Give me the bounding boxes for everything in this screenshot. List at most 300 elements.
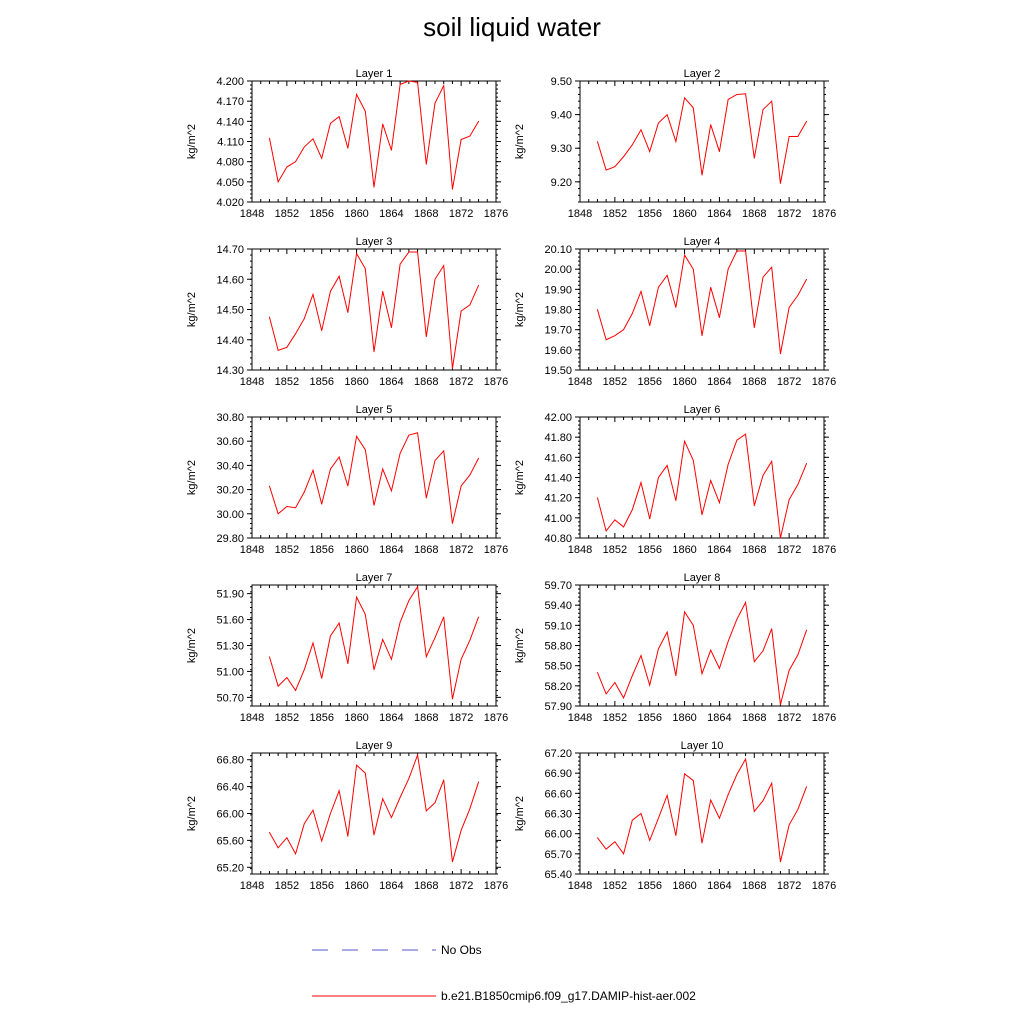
panel-layer-6: [514, 404, 836, 556]
data-point: [675, 141, 676, 142]
y-tick-label: 58.80: [544, 640, 572, 653]
y-tick-label: 4.200: [216, 76, 244, 88]
x-tick-label: 1856: [309, 208, 334, 220]
data-point: [632, 820, 633, 821]
y-axis-label: kg/m^2: [514, 123, 526, 160]
data-point: [789, 307, 790, 308]
data-point: [667, 632, 668, 633]
data-point: [321, 841, 322, 842]
x-tick-label: 1852: [602, 376, 628, 388]
x-tick-label: 1872: [776, 880, 802, 892]
x-tick-label: 1868: [414, 544, 439, 556]
data-point: [658, 287, 659, 288]
data-point: [304, 669, 305, 670]
y-tick-label: 59.10: [544, 620, 572, 633]
y-tick-label: 51.30: [216, 640, 244, 653]
data-point: [745, 759, 746, 760]
data-point: [365, 614, 366, 615]
data-point: [391, 490, 392, 491]
x-tick-label: 1872: [776, 544, 802, 556]
y-tick-label: 66.30: [544, 808, 572, 821]
data-point: [408, 778, 409, 779]
series-line: [269, 433, 478, 524]
data-point: [339, 457, 340, 458]
data-point: [391, 817, 392, 818]
y-tick-label: 41.20: [544, 492, 572, 505]
data-point: [400, 84, 401, 85]
data-point: [365, 773, 366, 774]
y-tick-label: 19.60: [544, 344, 572, 357]
data-point: [614, 166, 615, 167]
data-point: [356, 597, 357, 598]
data-point: [469, 475, 470, 476]
data-point: [330, 123, 331, 124]
data-point: [675, 675, 676, 676]
data-point: [321, 678, 322, 679]
data-point: [295, 853, 296, 854]
panel-title: Layer 5: [355, 404, 393, 416]
data-point: [286, 837, 287, 838]
data-point: [478, 121, 479, 122]
data-point: [400, 797, 401, 798]
y-tick-label: 19.80: [544, 304, 572, 317]
data-point: [597, 672, 598, 673]
data-point: [356, 765, 357, 766]
y-tick-label: 65.20: [216, 862, 244, 875]
y-tick-label: 14.30: [216, 365, 244, 377]
data-point: [391, 659, 392, 660]
data-point: [374, 835, 375, 836]
data-point: [684, 255, 685, 256]
y-tick-label: 20.10: [544, 244, 572, 256]
y-tick-label: 41.60: [544, 452, 572, 465]
x-tick-label: 1848: [567, 544, 593, 556]
data-point: [702, 175, 703, 176]
data-point: [632, 509, 633, 510]
x-tick-label: 1856: [309, 376, 334, 388]
data-point: [452, 523, 453, 524]
data-point: [623, 527, 624, 528]
data-point: [754, 327, 755, 328]
y-tick-label: 59.70: [544, 580, 572, 592]
data-point: [304, 146, 305, 147]
x-tick-label: 1864: [379, 376, 404, 388]
x-tick-label: 1856: [309, 712, 334, 724]
data-point: [382, 639, 383, 640]
data-point: [435, 802, 436, 803]
panel-layer-9: [186, 740, 508, 892]
data-point: [374, 187, 375, 188]
data-point: [452, 368, 453, 369]
data-point: [435, 279, 436, 280]
data-point: [435, 460, 436, 461]
data-point: [684, 773, 685, 774]
data-point: [702, 673, 703, 674]
plot-frame: [252, 417, 496, 538]
y-axis-label: kg/m^2: [514, 459, 526, 496]
x-tick-label: 1848: [239, 880, 265, 892]
panel-title: Layer 10: [680, 740, 724, 752]
data-point: [745, 602, 746, 603]
series-line: [597, 434, 806, 538]
x-tick-label: 1876: [483, 208, 509, 220]
y-tick-label: 65.70: [544, 848, 572, 861]
series-line: [597, 759, 806, 862]
data-point: [797, 655, 798, 656]
data-point: [426, 498, 427, 499]
data-point: [806, 630, 807, 631]
series-line: [269, 587, 478, 699]
y-tick-label: 4.080: [216, 156, 244, 169]
y-tick-label: 30.00: [216, 508, 244, 521]
data-point: [754, 661, 755, 662]
data-point: [269, 832, 270, 833]
data-point: [374, 669, 375, 670]
data-point: [606, 694, 607, 695]
y-tick-label: 41.40: [544, 472, 572, 485]
panel-layer-2: [514, 68, 836, 220]
x-tick-label: 1848: [567, 208, 593, 220]
data-point: [435, 103, 436, 104]
data-point: [356, 436, 357, 437]
data-point: [702, 335, 703, 336]
y-tick-label: 4.140: [216, 116, 244, 129]
x-tick-label: 1860: [344, 376, 369, 388]
x-tick-label: 1872: [448, 208, 474, 220]
x-tick-label: 1852: [274, 208, 300, 220]
data-point: [789, 136, 790, 137]
plot-frame: [580, 753, 824, 874]
x-tick-label: 1852: [602, 880, 628, 892]
data-point: [780, 862, 781, 863]
x-tick-label: 1860: [672, 544, 697, 556]
data-point: [269, 317, 270, 318]
x-tick-label: 1872: [448, 376, 474, 388]
y-tick-label: 14.40: [216, 334, 244, 347]
data-point: [632, 313, 633, 314]
data-point: [614, 519, 615, 520]
data-point: [391, 150, 392, 151]
data-point: [478, 458, 479, 459]
data-point: [667, 275, 668, 276]
data-point: [339, 276, 340, 277]
data-point: [400, 453, 401, 454]
panel-title: Layer 4: [683, 236, 721, 248]
data-point: [728, 464, 729, 465]
data-point: [461, 139, 462, 140]
y-tick-label: 19.50: [544, 365, 572, 377]
data-point: [693, 780, 694, 781]
data-point: [356, 253, 357, 254]
y-tick-label: 66.00: [216, 808, 244, 821]
data-point: [286, 167, 287, 168]
data-point: [728, 99, 729, 100]
data-point: [347, 663, 348, 664]
data-point: [710, 650, 711, 651]
data-point: [632, 675, 633, 676]
x-tick-label: 1848: [239, 208, 265, 220]
data-point: [435, 637, 436, 638]
y-tick-label: 9.50: [550, 76, 572, 88]
data-point: [719, 151, 720, 152]
x-tick-label: 1856: [309, 880, 334, 892]
data-point: [684, 97, 685, 98]
data-point: [736, 619, 737, 620]
panel-layer-1: [186, 68, 508, 220]
x-tick-label: 1872: [448, 880, 474, 892]
data-point: [614, 841, 615, 842]
y-tick-label: 59.40: [544, 600, 572, 613]
data-point: [269, 486, 270, 487]
data-point: [417, 432, 418, 433]
data-point: [641, 813, 642, 814]
x-tick-label: 1856: [637, 208, 662, 220]
y-tick-label: 14.60: [216, 274, 244, 287]
x-tick-label: 1876: [811, 880, 837, 892]
data-point: [797, 809, 798, 810]
data-point: [641, 291, 642, 292]
y-tick-label: 51.90: [216, 588, 244, 601]
data-point: [658, 123, 659, 124]
data-point: [623, 853, 624, 854]
data-point: [649, 151, 650, 152]
data-point: [710, 124, 711, 125]
x-tick-label: 1868: [414, 880, 439, 892]
panel-title: Layer 9: [355, 740, 393, 752]
data-point: [321, 330, 322, 331]
data-point: [736, 251, 737, 252]
data-point: [278, 513, 279, 514]
x-tick-label: 1864: [707, 376, 732, 388]
y-tick-label: 14.50: [216, 304, 244, 317]
series-line: [597, 251, 806, 354]
data-point: [710, 480, 711, 481]
x-tick-label: 1860: [344, 544, 369, 556]
data-point: [632, 144, 633, 145]
data-point: [702, 843, 703, 844]
data-point: [417, 82, 418, 83]
data-point: [649, 325, 650, 326]
x-tick-label: 1852: [602, 208, 628, 220]
data-point: [408, 81, 409, 82]
x-tick-label: 1868: [414, 712, 439, 724]
data-point: [286, 506, 287, 507]
data-point: [269, 656, 270, 657]
data-point: [469, 640, 470, 641]
data-point: [597, 141, 598, 142]
data-point: [374, 351, 375, 352]
data-point: [763, 800, 764, 801]
data-point: [771, 267, 772, 268]
data-point: [649, 685, 650, 686]
data-point: [426, 164, 427, 165]
x-tick-label: 1872: [448, 544, 474, 556]
panel-title: Layer 2: [683, 68, 721, 80]
data-point: [797, 484, 798, 485]
data-point: [614, 682, 615, 683]
data-point: [736, 94, 737, 95]
y-tick-label: 65.60: [216, 835, 244, 848]
data-point: [469, 136, 470, 137]
y-tick-label: 9.20: [550, 176, 572, 189]
data-point: [313, 643, 314, 644]
data-point: [614, 335, 615, 336]
panel-title: Layer 3: [355, 236, 393, 248]
y-tick-label: 58.50: [544, 660, 572, 673]
panel-title: Layer 7: [355, 572, 393, 584]
data-point: [278, 350, 279, 351]
x-tick-label: 1868: [414, 376, 439, 388]
data-point: [728, 269, 729, 270]
data-point: [478, 617, 479, 618]
x-tick-label: 1852: [274, 544, 300, 556]
x-tick-label: 1860: [344, 712, 369, 724]
data-point: [443, 450, 444, 451]
legend-no-obs-label: No Obs: [441, 943, 482, 957]
y-tick-label: 4.050: [216, 176, 244, 189]
y-tick-label: 58.20: [544, 680, 572, 693]
data-point: [330, 291, 331, 292]
y-tick-label: 30.60: [216, 436, 244, 449]
data-point: [443, 265, 444, 266]
x-tick-label: 1876: [483, 376, 509, 388]
x-tick-label: 1868: [414, 208, 439, 220]
x-tick-label: 1856: [637, 376, 662, 388]
plot-frame: [252, 585, 496, 706]
data-point: [339, 116, 340, 117]
data-point: [745, 251, 746, 252]
data-point: [347, 148, 348, 149]
y-axis-label: kg/m^2: [514, 627, 526, 664]
data-point: [806, 121, 807, 122]
data-point: [693, 460, 694, 461]
x-tick-label: 1876: [811, 544, 837, 556]
data-point: [649, 518, 650, 519]
panel-title: Layer 6: [683, 404, 721, 416]
x-tick-label: 1876: [483, 544, 509, 556]
y-tick-label: 30.80: [216, 412, 244, 424]
y-tick-label: 30.40: [216, 460, 244, 473]
data-point: [771, 628, 772, 629]
x-tick-label: 1848: [567, 712, 593, 724]
data-point: [693, 625, 694, 626]
data-point: [623, 698, 624, 699]
y-axis-label: kg/m^2: [514, 291, 526, 328]
y-tick-label: 14.70: [216, 244, 244, 256]
data-point: [374, 505, 375, 506]
data-point: [789, 825, 790, 826]
data-point: [771, 783, 772, 784]
data-point: [330, 636, 331, 637]
data-point: [469, 808, 470, 809]
data-point: [789, 670, 790, 671]
data-point: [330, 469, 331, 470]
data-point: [736, 774, 737, 775]
data-point: [295, 507, 296, 508]
x-tick-label: 1864: [707, 880, 732, 892]
data-point: [719, 317, 720, 318]
y-tick-label: 51.00: [216, 666, 244, 679]
y-tick-label: 4.170: [216, 96, 244, 109]
x-tick-label: 1864: [707, 208, 732, 220]
x-tick-label: 1864: [707, 544, 732, 556]
data-point: [702, 514, 703, 515]
x-tick-label: 1868: [742, 712, 767, 724]
x-tick-label: 1856: [637, 712, 662, 724]
y-tick-label: 50.70: [216, 692, 244, 705]
series-line: [597, 94, 806, 184]
data-point: [365, 111, 366, 112]
data-point: [641, 655, 642, 656]
x-tick-label: 1852: [602, 712, 628, 724]
data-point: [606, 170, 607, 171]
data-point: [675, 307, 676, 308]
data-point: [461, 311, 462, 312]
x-tick-label: 1872: [776, 712, 802, 724]
y-axis-label: kg/m^2: [186, 291, 198, 328]
data-point: [339, 790, 340, 791]
data-point: [597, 497, 598, 498]
y-tick-label: 29.80: [216, 533, 244, 545]
data-point: [763, 650, 764, 651]
panel-layer-8: [514, 572, 836, 724]
x-tick-label: 1860: [344, 208, 369, 220]
x-tick-label: 1864: [379, 208, 404, 220]
y-tick-label: 30.20: [216, 484, 244, 497]
y-tick-label: 66.90: [544, 768, 572, 781]
x-tick-label: 1868: [742, 880, 767, 892]
data-point: [710, 800, 711, 801]
data-point: [417, 252, 418, 253]
data-point: [649, 840, 650, 841]
data-point: [452, 862, 453, 863]
data-point: [461, 486, 462, 487]
data-point: [675, 835, 676, 836]
series-line: [269, 252, 478, 368]
data-point: [745, 434, 746, 435]
data-point: [780, 704, 781, 705]
data-point: [754, 811, 755, 812]
x-tick-label: 1860: [672, 880, 697, 892]
data-point: [426, 336, 427, 337]
data-point: [478, 285, 479, 286]
data-point: [684, 441, 685, 442]
x-tick-label: 1876: [811, 376, 837, 388]
y-tick-label: 9.40: [550, 109, 572, 122]
data-point: [806, 786, 807, 787]
x-tick-label: 1852: [274, 712, 300, 724]
x-tick-label: 1868: [742, 208, 767, 220]
data-point: [426, 656, 427, 657]
data-point: [675, 500, 676, 501]
data-point: [330, 813, 331, 814]
plot-frame: [580, 249, 824, 370]
data-point: [469, 305, 470, 306]
x-tick-label: 1864: [379, 712, 404, 724]
panel-title: Layer 8: [683, 572, 721, 584]
data-point: [754, 158, 755, 159]
y-tick-label: 4.110: [217, 136, 244, 149]
y-tick-label: 51.60: [216, 614, 244, 627]
x-tick-label: 1856: [637, 544, 662, 556]
x-tick-label: 1876: [483, 712, 509, 724]
data-point: [658, 818, 659, 819]
x-tick-label: 1864: [379, 544, 404, 556]
data-point: [806, 463, 807, 464]
data-point: [304, 492, 305, 493]
x-tick-label: 1856: [309, 544, 334, 556]
data-point: [417, 755, 418, 756]
